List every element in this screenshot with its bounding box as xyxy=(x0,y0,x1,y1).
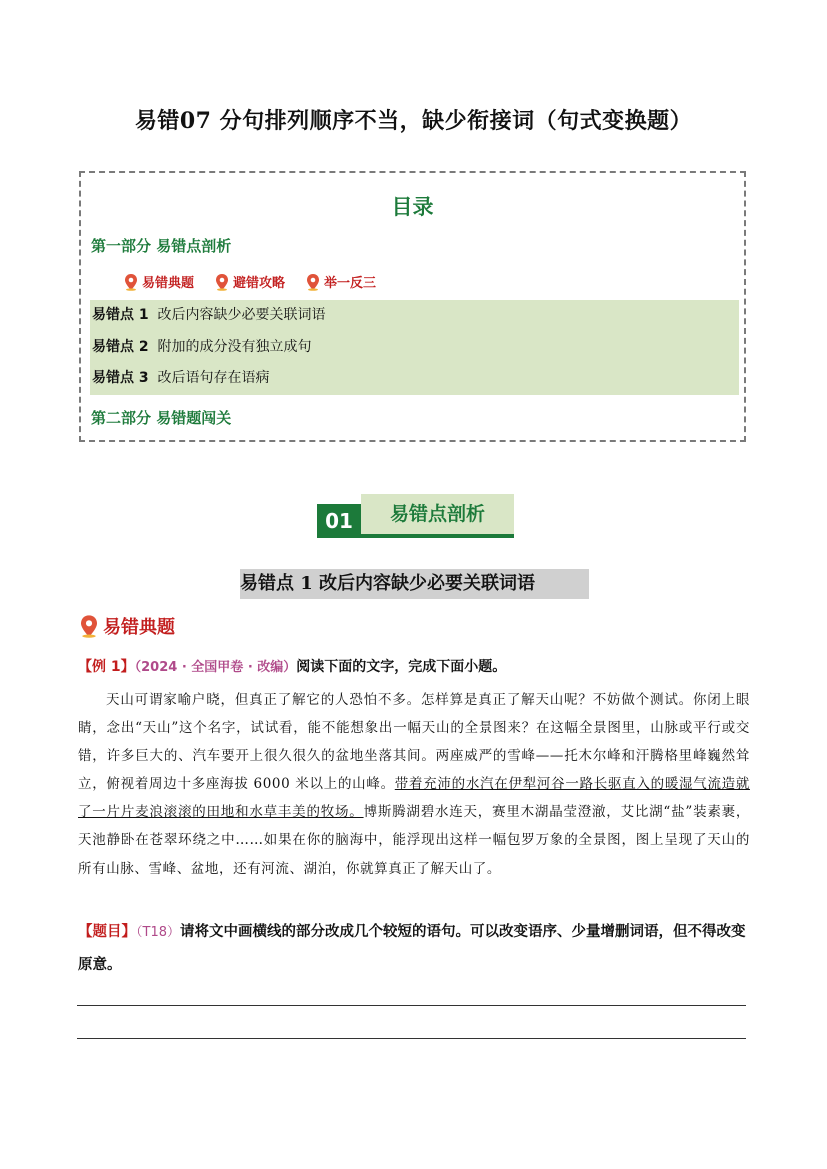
toc-tag[interactable] xyxy=(214,272,285,291)
toc-item[interactable] xyxy=(90,332,739,364)
toc-item[interactable] xyxy=(90,300,739,332)
page-title: 易错07 分句排列顺序不当，缺少衔接词（句式变换题） xyxy=(134,108,693,134)
toc-item-key: 易错点 2 xyxy=(92,338,149,355)
toc-part2[interactable]: 第二部分 易错题闯关 xyxy=(91,409,232,427)
toc-item-key: 易错点 3 xyxy=(92,370,149,386)
section-heading xyxy=(78,613,175,639)
question-tag: 【题目】 xyxy=(78,924,136,940)
example-tag: 【例 1】 xyxy=(78,659,135,675)
section-number: 01 xyxy=(317,504,361,538)
underlined-sentence: 带着充沛的水汽在伊犁河谷一路长驱直入的暖湿气流造就了一片片麦浪滚滚的田地和水草丰美的牧场。 xyxy=(78,776,750,821)
location-pin-icon xyxy=(123,273,139,291)
example-line xyxy=(78,656,506,676)
section-label: 易错点剖析 xyxy=(361,494,514,538)
toc-tag-label: 易错典题 xyxy=(142,276,195,291)
toc-part1[interactable]: 第一部分 易错点剖析 xyxy=(91,237,232,255)
section-badge xyxy=(317,494,514,544)
location-pin-icon xyxy=(305,273,321,291)
passage-text: 天山可谓家喻户晓，但真正了解它的人恐怕不多。怎样算是真正了解天山呢？不妨做个测试。你闭上眼睛，念出“天山”这个名字，试试看，能不能想象出一幅天山的全景图来？在这幅全景图里，山脉或平行或交错，许多巨大的、汽车要开上很久很久的盆地坐落其间。两座威严的雪峰——托木尔峰和汗腾格里峰巍然耸立，俯视着周边十多座海拔 6000 米以上的山峰。 xyxy=(78,692,750,793)
toc-tag-label: 避错攻略 xyxy=(233,276,286,291)
table-of-contents xyxy=(79,171,746,442)
section-heading-label: 易错典题 xyxy=(103,617,175,638)
toc-item-key: 易错点 1 xyxy=(92,307,149,323)
answer-line[interactable] xyxy=(77,1005,746,1006)
toc-tag-label: 举一反三 xyxy=(324,276,377,291)
toc-item-text: 附加的成分没有独立成句 xyxy=(157,338,312,355)
question-number: （T18） xyxy=(136,925,180,940)
toc-item-text: 改后语句存在语病 xyxy=(157,370,270,386)
question xyxy=(78,916,756,981)
toc-heading: 目录 xyxy=(391,195,434,219)
example-instruction: 阅读下面的文字，完成下面小题。 xyxy=(296,659,507,675)
toc-items xyxy=(90,300,739,395)
question-text: 请将文中画横线的部分改成几个较短的语句。可以改变语序、少量增删词语，但不得改变原意。 xyxy=(78,924,746,973)
location-pin-icon xyxy=(214,273,230,291)
toc-item[interactable] xyxy=(90,363,739,395)
reading-passage xyxy=(78,686,750,883)
toc-tag[interactable] xyxy=(123,272,194,291)
toc-tag[interactable] xyxy=(305,272,376,291)
passage-text: 博斯腾湖碧水连天，赛里木湖晶莹澄澈，艾比湖“盐”装素裹，天池静卧在苍翠环绕之中……如果在你的脑海中，能浮现出这样一幅包罗万象的全景图，图上呈现了天山的所有山脉、雪峰、盆地，还有河流、湖泊，你就算真正了解天山了。 xyxy=(78,804,751,877)
location-pin-icon xyxy=(78,614,100,638)
toc-item-text: 改后内容缺少必要关联词语 xyxy=(157,307,326,323)
error-point-heading: 易错点 1 改后内容缺少必要关联词语 xyxy=(240,569,589,599)
toc-tags xyxy=(123,272,376,291)
example-source: （2024 · 全国甲卷 · 改编） xyxy=(134,660,297,675)
answer-line[interactable] xyxy=(77,1038,746,1039)
